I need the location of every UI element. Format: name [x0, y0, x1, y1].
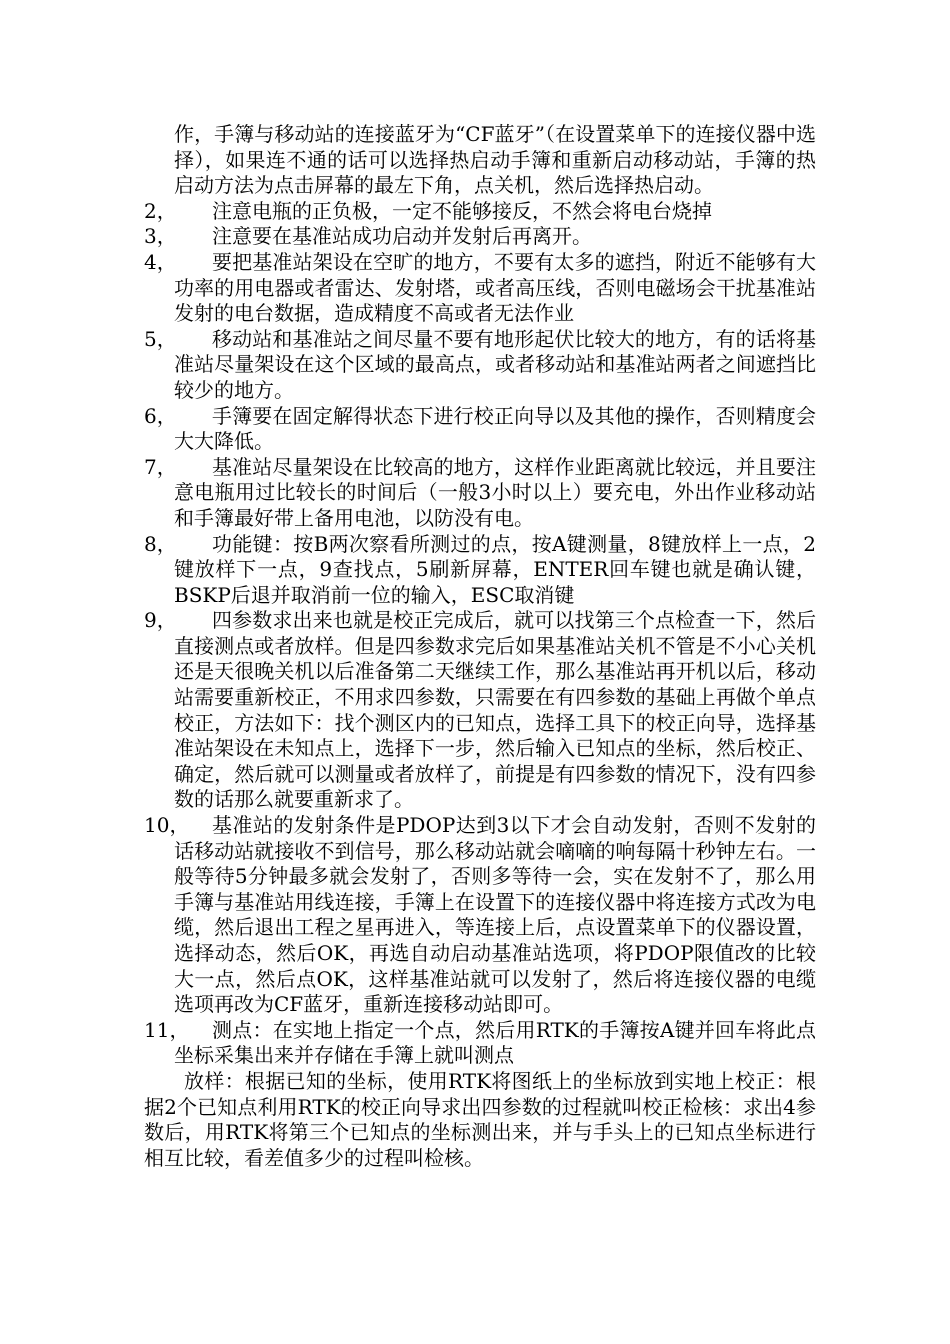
list-item	[144, 455, 816, 532]
item-text: 测点：在实地上指定一个点，然后用RTK的手簿按A键并回车将此点坐标采集出来并存储在手簿上就叫测点	[174, 1017, 816, 1068]
list-item	[144, 404, 816, 455]
item-number: 7，	[144, 454, 177, 479]
list-item	[144, 199, 816, 225]
item-text: 移动站和基准站之间尽量不要有地形起伏比较大的地方，有的话将基准站尽量架设在这个区域的最高点，或者移动站和基准站两者之间遮挡比较少的地方。	[174, 326, 816, 402]
item-text: 手簿要在固定解得状态下进行校正向导以及其他的操作，否则精度会大大降低。	[174, 403, 816, 454]
item-number: 8，	[144, 531, 177, 556]
list-item	[144, 1018, 816, 1069]
document-body	[144, 122, 816, 1171]
item-text: 基准站的发射条件是PDOP达到3以下才会自动发射，否则不发射的话移动站就接收不到信号，那么移动站就会嘀嘀的响每隔十秒钟左右。一般等待5分钟最多就会发射了，否则多等待一会，实在发射不了，那么用手簿与基准站用线连接，手簿上在设置下的连接仪器中将连接方式改为电缆，然后退出工程之星再进入，等连接上后，点设置菜单下的仪器设置，选择动态，然后OK，再选自动启动基准站选项，将PDOP限值改的比较大一点，然后点OK，这样基准站就可以发射了，然后将连接仪器的电缆选项再改为CF蓝牙，重新连接移动站即可。	[174, 813, 816, 1017]
item-text: 注意要在基准站成功启动并发射后再离开。	[212, 224, 592, 249]
item-text: 注意电瓶的正负极，一定不能够接反，不然会将电台烧掉	[212, 198, 712, 223]
list-item	[144, 327, 816, 404]
item-text: 四参数求出来也就是校正完成后，就可以找第三个点检查一下，然后直接测点或者放样。但是四参数求完后如果基准站关机不管是不小心关机还是天很晚关机以后准备第二天继续工作，那么基准站再开机以后，移动站需要重新校正，不用求四参数，只需要在有四参数的基础上再做个单点校正，方法如下：找个测区内的已知点，选择工具下的校正向导，选择基准站架设在未知点上，选择下一步，然后输入已知点的坐标，然后校正、确定，然后就可以测量或者放样了，前提是有四参数的情况下，没有四参数的话那么就要重新求了。	[174, 608, 816, 812]
list-item	[144, 608, 816, 813]
item-number: 9，	[144, 608, 177, 633]
list-item	[144, 250, 816, 327]
item-text: 基准站尽量架设在比较高的地方，这样作业距离就比较远，并且要注意电瓶用过比较长的时间后（一般3小时以上）要充电，外出作业移动站和手簿最好带上备用电池，以防没有电。	[174, 454, 816, 530]
continuation-paragraph: 作，手簿与移动站的连接蓝牙为“CF蓝牙”（在设置菜单下的连接仪器中选择），如果连不通的话可以选择热启动手簿和重新启动移动站，手簿的热启动方法为点击屏幕的最左下角，点关机，然后选择热启动。	[174, 122, 816, 198]
list-item	[144, 532, 816, 609]
list-item	[144, 224, 816, 250]
item-number: 3，	[144, 224, 177, 249]
item-text: 要把基准站架设在空旷的地方，不要有太多的遮挡，附近不能够有大功率的用电器或者雷达、发射塔，或者高压线，否则电磁场会干扰基准站发射的电台数据，造成精度不高或者无法作业	[174, 249, 816, 326]
item-number: 6，	[144, 403, 177, 428]
item-number: 5，	[144, 326, 177, 351]
item-text: 功能键：按B两次察看所测过的点，按A键测量，8键放样上一点，2键放样下一点，9查找点，5刷新屏幕，ENTER回车键也就是确认键，BSKP后退并取消前一位的输入，ESC取消键	[174, 531, 816, 607]
item-number: 11，	[144, 1017, 190, 1042]
item-number: 2，	[144, 198, 177, 223]
item-number: 4，	[144, 249, 177, 274]
list-item	[144, 813, 816, 1018]
closing-paragraph: 放样：根据已知的坐标，使用RTK将图纸上的坐标放到实地上校正：根据2个已知点利用RTK的校正向导求出四参数的过程就叫校正检核：求出4参数后，用RTK将第三个已知点的坐标测出来，并与手头上的已知点坐标进行相互比较，看差值多少的过程叫检核。	[144, 1068, 816, 1170]
item-number: 10，	[144, 813, 190, 838]
